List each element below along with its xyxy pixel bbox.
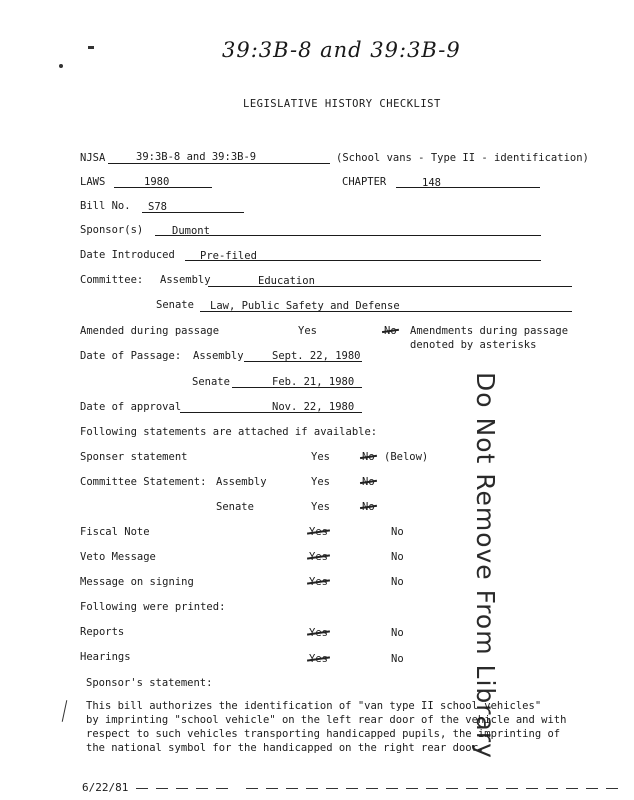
laws-value: 1980: [144, 176, 170, 188]
committee-statement-label: Committee Statement:: [80, 476, 207, 488]
footer-rule-4: [196, 788, 208, 789]
sponsor-label: Sponsor(s): [80, 224, 144, 236]
passage-assembly-value: Sept. 22, 1980: [272, 350, 361, 362]
approval-underline: [180, 412, 362, 413]
laws-underline: [114, 187, 212, 188]
chapter-label: CHAPTER: [342, 176, 387, 188]
sponsor-underline: [155, 235, 541, 236]
committee-senate-label: Senate: [156, 299, 194, 311]
passage-assembly-label: Assembly: [193, 350, 244, 362]
sponsor-statement-no-struck: No: [362, 451, 375, 463]
hearings-label: Hearings: [80, 651, 131, 663]
statement-body: This bill authorizes the identification of "van type II school vehicles" by imprinting "school vehicle" on the left rear door of the vehicle and with respect to such vehicles transporting handicapped pupils, the imprinting of the national symbol for the handicapped on the right rear door.: [86, 700, 567, 754]
footer-rule-15: [426, 788, 438, 789]
printed-heading: Following were printed:: [80, 601, 226, 613]
footer-rule-14: [406, 788, 418, 789]
footer-rule-18: [486, 788, 498, 789]
hearings-no: No: [391, 653, 404, 665]
date-introduced-label: Date Introduced: [80, 249, 175, 261]
signing-message-label: Message on signing: [80, 576, 194, 588]
committee-statement-senate-no-struck: No: [362, 501, 375, 513]
njsa-label: NJSA: [80, 152, 106, 164]
bill-underline: [142, 212, 244, 213]
fiscal-note-no: No: [391, 526, 404, 538]
margin-mark: [62, 700, 68, 722]
footer-rule-17: [466, 788, 478, 789]
approval-label: Date of approval: [80, 401, 182, 413]
veto-message-no: No: [391, 551, 404, 563]
sponsor-statement-note: (Below): [384, 451, 429, 463]
footer-rule-24: [606, 788, 618, 789]
footer-rule-9: [306, 788, 318, 789]
amended-label: Amended during passage: [80, 325, 220, 337]
fiscal-note-label: Fiscal Note: [80, 526, 150, 538]
footer-rule-21: [546, 788, 558, 789]
committee-statement-assembly-no-struck: No: [362, 476, 375, 488]
committee-statement-senate-yes: Yes: [311, 501, 330, 513]
committee-senate-value: Law, Public Safety and Defense: [210, 300, 400, 312]
passage-assembly-underline: [244, 361, 362, 362]
committee-assembly-value: Education: [258, 275, 315, 287]
chapter-underline: [396, 187, 540, 188]
date-introduced-value: Pre-filed: [200, 250, 257, 262]
sponsor-value: Dumont: [172, 225, 210, 237]
footer-rule-3: [176, 788, 188, 789]
passage-senate-label: Senate: [192, 376, 230, 388]
amended-note-line-1: Amendments during passage: [410, 325, 569, 337]
sponsor-statement-yes: Yes: [311, 451, 330, 463]
speck-mark: [88, 46, 94, 49]
chapter-value: 148: [422, 177, 441, 189]
sponsor-statement-label: Sponser statement: [80, 451, 188, 463]
committee-statement-assembly-label: Assembly: [216, 476, 267, 488]
footer-rule-22: [566, 788, 578, 789]
footer-rule-13: [386, 788, 398, 789]
passage-senate-value: Feb. 21, 1980: [272, 376, 355, 388]
footer-rule-10: [326, 788, 338, 789]
footer-rule-8: [286, 788, 298, 789]
library-stamp: Do Not Remove From Library: [471, 372, 500, 759]
statement-heading: Sponsor's statement:: [86, 677, 213, 689]
bill-value: S78: [148, 201, 167, 213]
approval-value: Nov. 22, 1980: [272, 401, 355, 413]
veto-message-label: Veto Message: [80, 551, 156, 563]
speck-mark: [59, 64, 63, 68]
page-title: LEGISLATIVE HISTORY CHECKLIST: [243, 98, 441, 110]
laws-label: LAWS: [80, 176, 106, 188]
passage-label: Date of Passage:: [80, 350, 182, 362]
reports-no: No: [391, 627, 404, 639]
committee-assembly-label: Assembly: [160, 274, 211, 286]
amended-no-struck: No: [384, 325, 397, 337]
footer-rule-6: [246, 788, 258, 789]
committee-senate-underline: [200, 311, 572, 312]
amended-yes: Yes: [298, 325, 317, 337]
footer-rule-5: [216, 788, 228, 789]
footer-rule-7: [266, 788, 278, 789]
njsa-underline: [108, 163, 330, 164]
footer-rule-1: [136, 788, 148, 789]
hearings-yes-struck: Yes: [309, 653, 328, 665]
footer-rule-19: [506, 788, 518, 789]
committee-label: Committee:: [80, 274, 144, 286]
signing-message-yes-struck: Yes: [309, 576, 328, 588]
footer-rule-16: [446, 788, 458, 789]
footer-rule-2: [156, 788, 168, 789]
signing-message-no: No: [391, 576, 404, 588]
committee-statement-senate-label: Senate: [216, 501, 254, 513]
footer-date: 6/22/81: [82, 781, 129, 794]
footer-rule-12: [366, 788, 378, 789]
njsa-note: (School vans - Type II - identification): [336, 152, 589, 164]
fiscal-note-yes-struck: Yes: [309, 526, 328, 538]
veto-message-yes-struck: Yes: [309, 551, 328, 563]
bill-label: Bill No.: [80, 200, 131, 212]
passage-senate-underline: [232, 387, 362, 388]
attached-heading: Following statements are attached if available:: [80, 426, 378, 438]
amended-note-line-2: denoted by asterisks: [410, 339, 537, 351]
committee-assembly-underline: [208, 286, 572, 287]
njsa-value: 39:3B-8 and 39:3B-9: [136, 151, 257, 163]
date-introduced-underline: [185, 260, 541, 261]
handwritten-title: 39:3B-8 and 39:3B-9: [222, 38, 461, 62]
footer-rule-20: [526, 788, 538, 789]
footer-rule-23: [586, 788, 598, 789]
reports-yes-struck: Yes: [309, 627, 328, 639]
reports-label: Reports: [80, 626, 125, 638]
committee-statement-assembly-yes: Yes: [311, 476, 330, 488]
footer-rule-11: [346, 788, 358, 789]
